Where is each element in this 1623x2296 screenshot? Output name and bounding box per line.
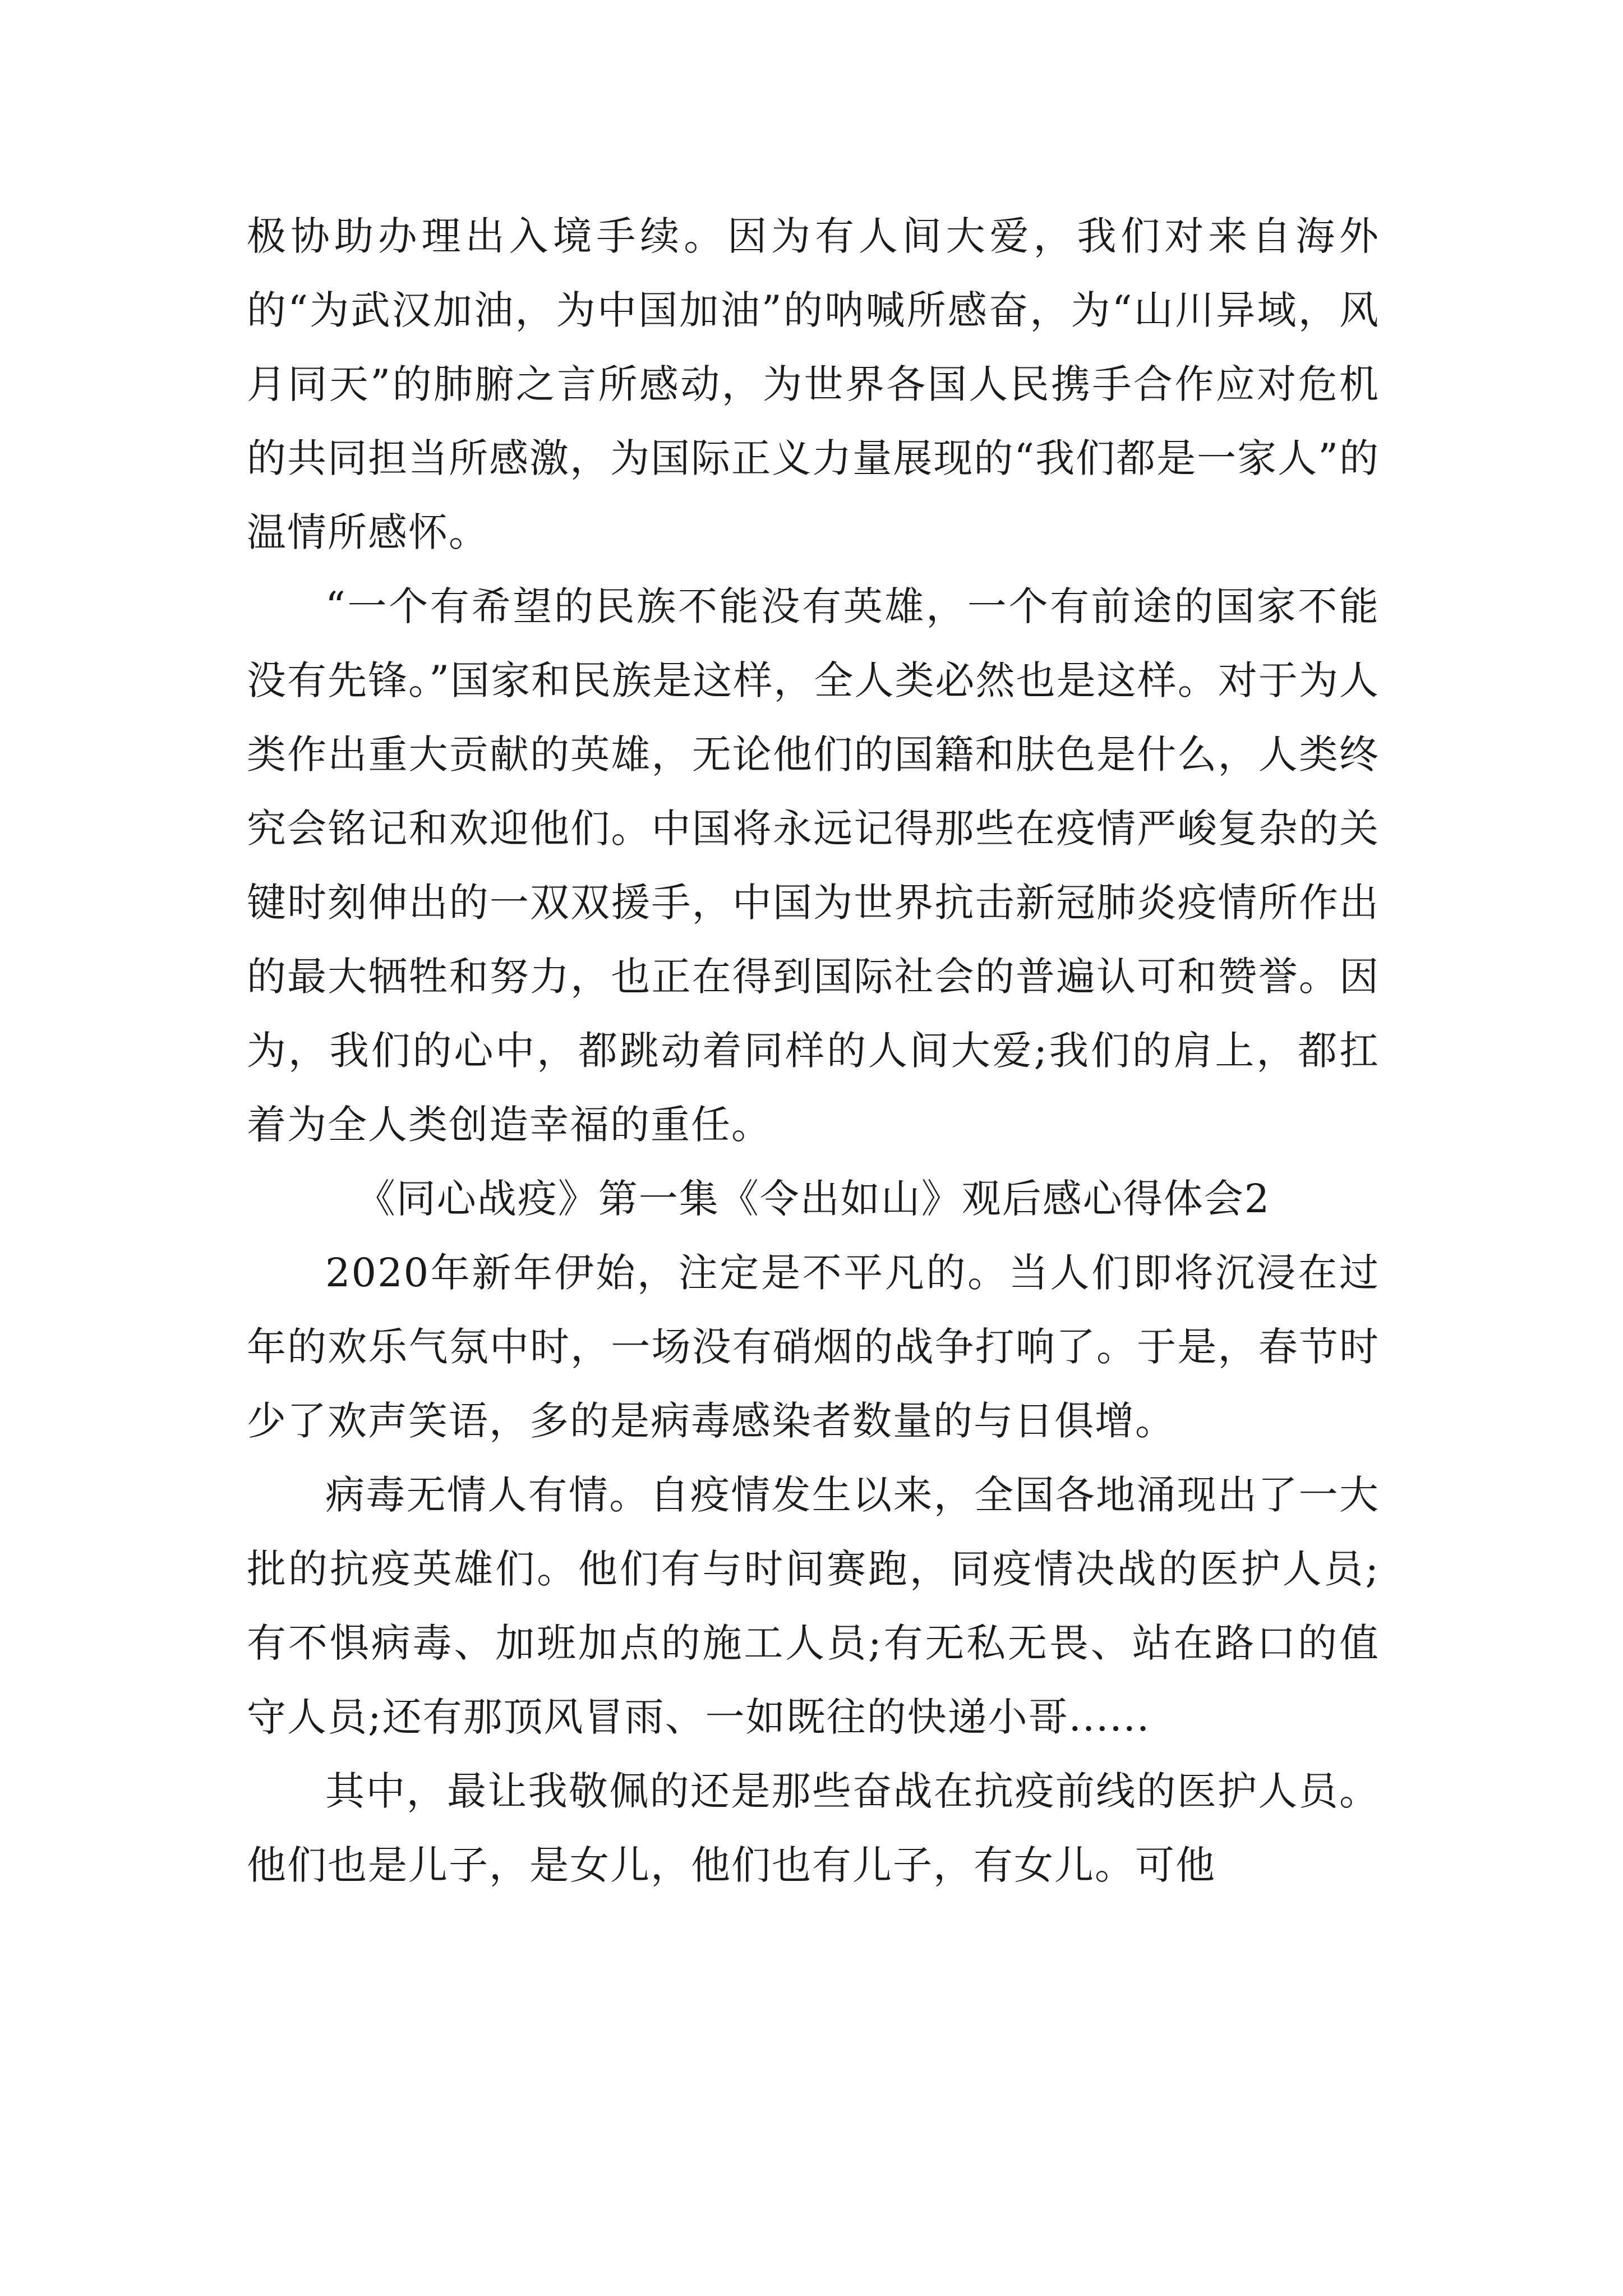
paragraph-heroes: “一个有希望的民族不能没有英雄，一个有前途的国家不能没有先锋。”国家和民族是这样，全人类必然也是这样。对于为人类作出重大贡献的英雄，无论他们的国籍和肤色是什么，人类终究会铭记和欢迎他们。中国将永远记得那些在疫情严峻复杂的关键时刻伸出的一双双援手，中国为世界抗击新冠肺炎疫情所作出的最大牺牲和努力，也正在得到国际社会的普遍认可和赞誉。因为，我们的心中，都跳动着同样的人间大爱;我们的肩上，都扛着为全人类创造幸福的重任。 (247, 583, 1380, 1148)
paragraph-anti-epidemic-heroes: 病毒无情人有情。自疫情发生以来，全国各地涌现出了一大批的抗疫英雄们。他们有与时间赛跑，同疫情决战的医护人员;有不惧病毒、加班加点的施工人员;有无私无畏、站在路口的值守人员;还有那顶风冒雨、一如既往的快递小哥...... (247, 1472, 1380, 1740)
paragraph-continued: 极协助办理出入境手续。因为有人间大爱，我们对来自海外的“为武汉加油，为中国加油”的呐喊所感奋，为“山川异域，风月同天”的肺腑之言所感动，为世界各国人民携手合作应对危机的共同担当所感激，为国际正义力量展现的“我们都是一家人”的温情所感怀。 (247, 213, 1380, 555)
document-body (247, 199, 1380, 1902)
section-title: 《同心战疫》第一集《令出如山》观后感心得体会2 (356, 1176, 1271, 1222)
paragraph-medical-staff: 其中，最让我敬佩的还是那些奋战在抗疫前线的医护人员。他们也是儿子，是女儿，他们也有儿子，有女儿。可他 (247, 1768, 1380, 1888)
paragraph-new-year: 2020年新年伊始，注定是不平凡的。当人们即将沉浸在过年的欢乐气氛中时，一场没有硝烟的战争打响了。于是，春节时少了欢声笑语，多的是病毒感染者数量的与日俱增。 (247, 1250, 1380, 1444)
